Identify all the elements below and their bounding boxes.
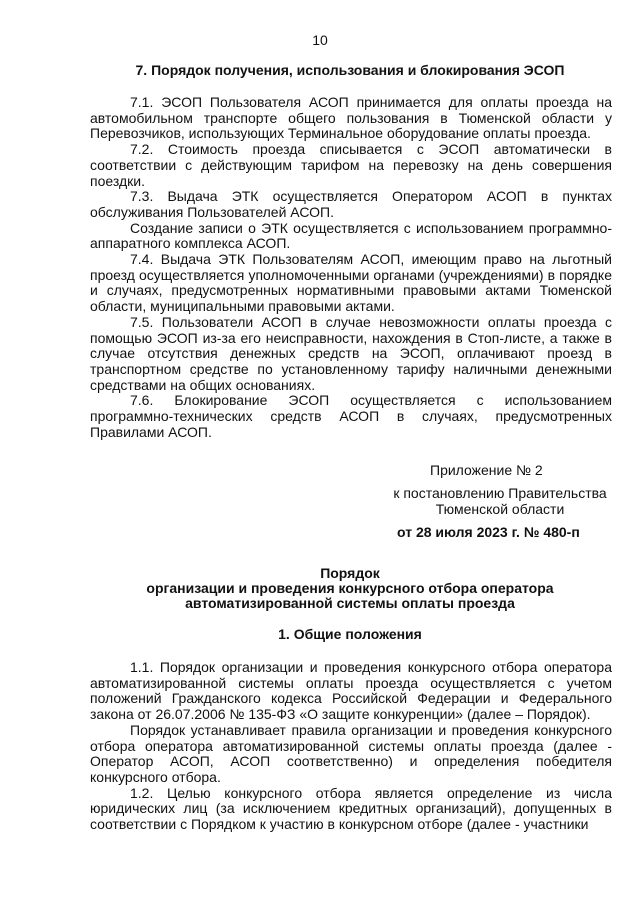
section-1-title: 1. Общие положения	[278, 626, 422, 642]
paragraph-1-1: 1.1. Порядок организации и проведения конкурсного отбора оператора автоматизированной системы оплаты проезда осуществляется с учетом положений Гражданского кодекса Российской Федерации и Федерального закона от 26.07.2006 № 135-ФЗ «О защите конкуренции» (далее – Порядок).	[90, 659, 612, 723]
paragraph-7-2: 7.2. Стоимость проезда списывается с ЭСОП автоматически в соответствии с действующим тарифом на перевозку на день совершения поездки.	[90, 141, 612, 189]
paragraph-7-4: 7.4. Выдача ЭТК Пользователям АСОП, имеющим право на льготный проезд осуществляется уполномоченными органами (учреждениями) в порядке и случаях, предусмотренных нормативными правовыми актами Тюменской области, муниципальными правовыми актами.	[90, 251, 612, 315]
document-title-line3: автоматизированной системы оплаты проезда	[185, 595, 515, 611]
paragraph-1-2: 1.2. Целью конкурсного отбора является определение из числа юридических лиц (за исключением кредитных организаций), допущенных в соответствии с Порядком к участию в конкурсном отборе (далее - участники	[90, 784, 612, 833]
paragraph-7-6: 7.6. Блокирование ЭСОП осуществляется с использованием программно-технических средств АСОП в случаях, предусмотренных Правилами АСОП.	[90, 392, 612, 440]
paragraph-7-3: 7.3. Выдача ЭТК осуществляется Оператором АСОП в пунктах обслуживания Пользователей АСОП.	[90, 188, 612, 220]
appendix-date-number: от 28 июля 2023 г. № 480-п	[397, 524, 580, 540]
section-1-body	[90, 660, 612, 833]
appendix-label: Приложение № 2	[430, 462, 543, 478]
paragraph-7-1: 7.1. ЭСОП Пользователя АСОП принимается для оплаты проезда на автомобильном транспорте общего пользования в Тюменской области у Перевозчиков, использующих Терминальное оборудование оплаты проезда.	[90, 94, 612, 142]
appendix-resolution-line2: Тюменской области	[435, 501, 565, 517]
page-number: 10	[312, 32, 328, 48]
paragraph-7-5: 7.5. Пользователи АСОП в случае невозможности оплаты проезда с помощью ЭСОП из-за его неисправности, нахождения в Стоп-листе, а также в случае отсутствия денежных средств на ЭСОП, оплачивают проезд в транспортном средстве по установленному тарифу наличными денежными средствами на общих основаниях.	[90, 313, 612, 393]
document-title-line1: Порядок	[320, 565, 380, 581]
paragraph-1-1-note: Порядок устанавливает правила организации и проведения конкурсного отбора оператора автоматизированной системы оплаты проезда (далее - Оператор АСОП, АСОП соответственно) и определения победителя конкурсного отбора.	[90, 721, 612, 785]
document-title-line2: организации и проведения конкурсного отбора оператора	[146, 580, 554, 596]
paragraph-7-3-note: Создание записи о ЭТК осуществляется с использованием программно-аппаратного комплекса АСОП.	[90, 219, 612, 252]
appendix-resolution-line1: к постановлению Правительства	[393, 485, 607, 501]
section-7-title: 7. Порядок получения, использования и блокирования ЭСОП	[135, 62, 565, 78]
section-7-body	[90, 95, 612, 440]
